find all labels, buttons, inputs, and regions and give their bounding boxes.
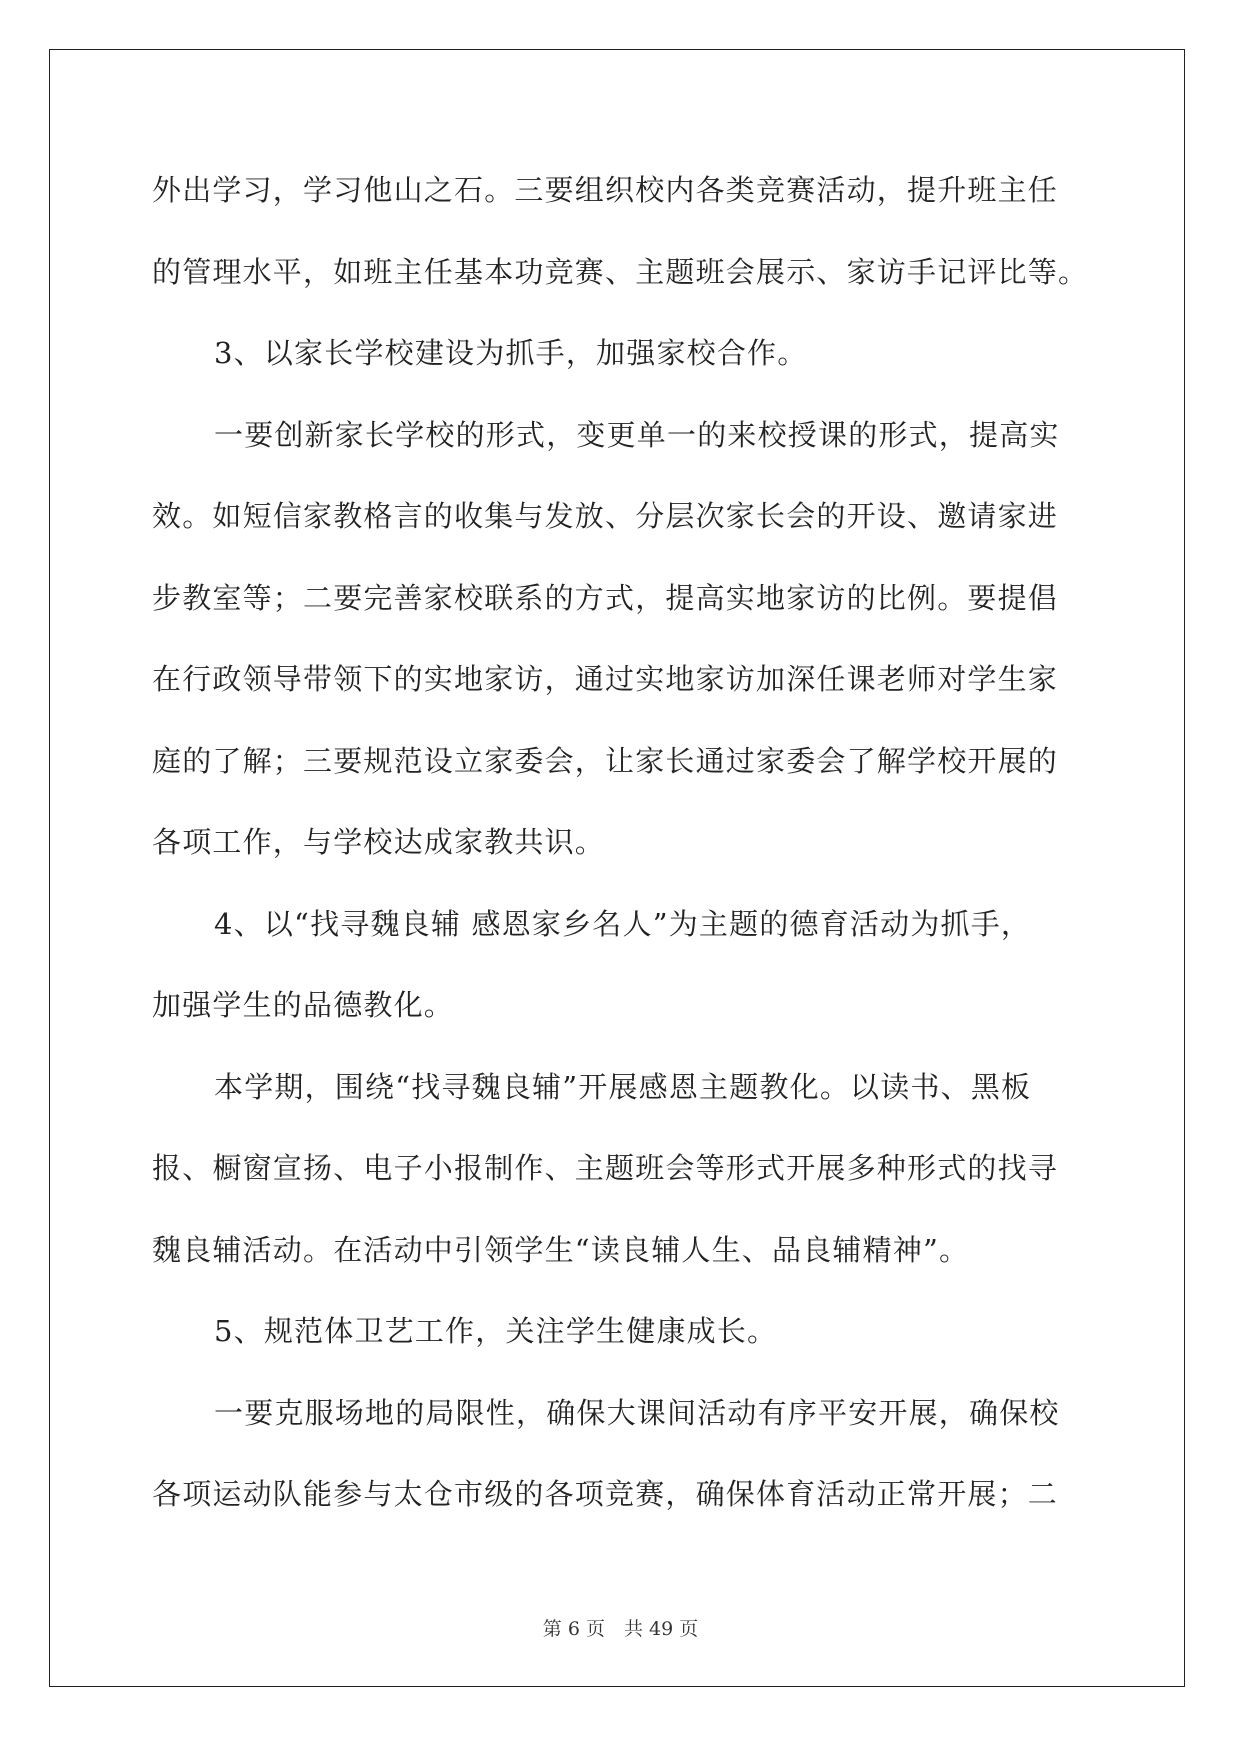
- text-line-14: 魏良辅活动。在活动中引领学生“读良辅人生、品良辅精神”。: [152, 1232, 970, 1267]
- text-line-1: 外出学习，学习他山之石。三要组织校内各类竞赛活动，提升班主任: [152, 173, 1059, 207]
- text-line-13: 报、橱窗宣扬、电子小报制作、主题班会等形式开展多种形式的找寻: [152, 1151, 1059, 1185]
- text-line-9: 各项工作，与学校达成家教共识。: [152, 825, 606, 859]
- document-body: [152, 150, 1092, 1536]
- section-heading-4: 4、以“找寻魏良辅 感恩家乡名人”为主题的德育活动为抓手，: [214, 906, 1032, 941]
- text-line-12: 本学期，围绕“找寻魏良辅”开展感恩主题教化。以读书、黑板: [214, 1069, 1032, 1104]
- text-line-4: 一要创新家长学校的形式，变更单一的来校授课的形式，提高实: [214, 417, 1060, 452]
- text-line-7: 在行政领导带领下的实地家访，通过实地家访加深任课老师对学生家: [152, 662, 1059, 696]
- section-heading-5: 5、规范体卫艺工作，关注学生健康成长。: [214, 1314, 778, 1348]
- section-heading-3: 3、以家长学校建设为抓手，加强家校合作。: [214, 336, 808, 370]
- text-line-17: 各项运动队能参与太仓市级的各项竞赛，确保体育活动正常开展；二: [152, 1477, 1059, 1511]
- text-line-16: 一要克服场地的局限性，确保大课间活动有序平安开展，确保校: [214, 1395, 1060, 1430]
- text-line-2: 的管理水平，如班主任基本功竞赛、主题班会展示、家访手记评比等。: [152, 254, 1089, 289]
- text-line-5: 效。如短信家教格言的收集与发放、分层次家长会的开设、邀请家进: [152, 499, 1059, 533]
- text-line-6: 步教室等；二要完善家校联系的方式，提高实地家访的比例。要提倡: [152, 580, 1059, 615]
- text-line-8: 庭的了解；三要规范设立家委会，让家长通过家委会了解学校开展的: [152, 743, 1059, 778]
- text-line-11: 加强学生的品德教化。: [152, 988, 455, 1022]
- page-number: 第 6 页 共 49 页: [542, 1618, 699, 1640]
